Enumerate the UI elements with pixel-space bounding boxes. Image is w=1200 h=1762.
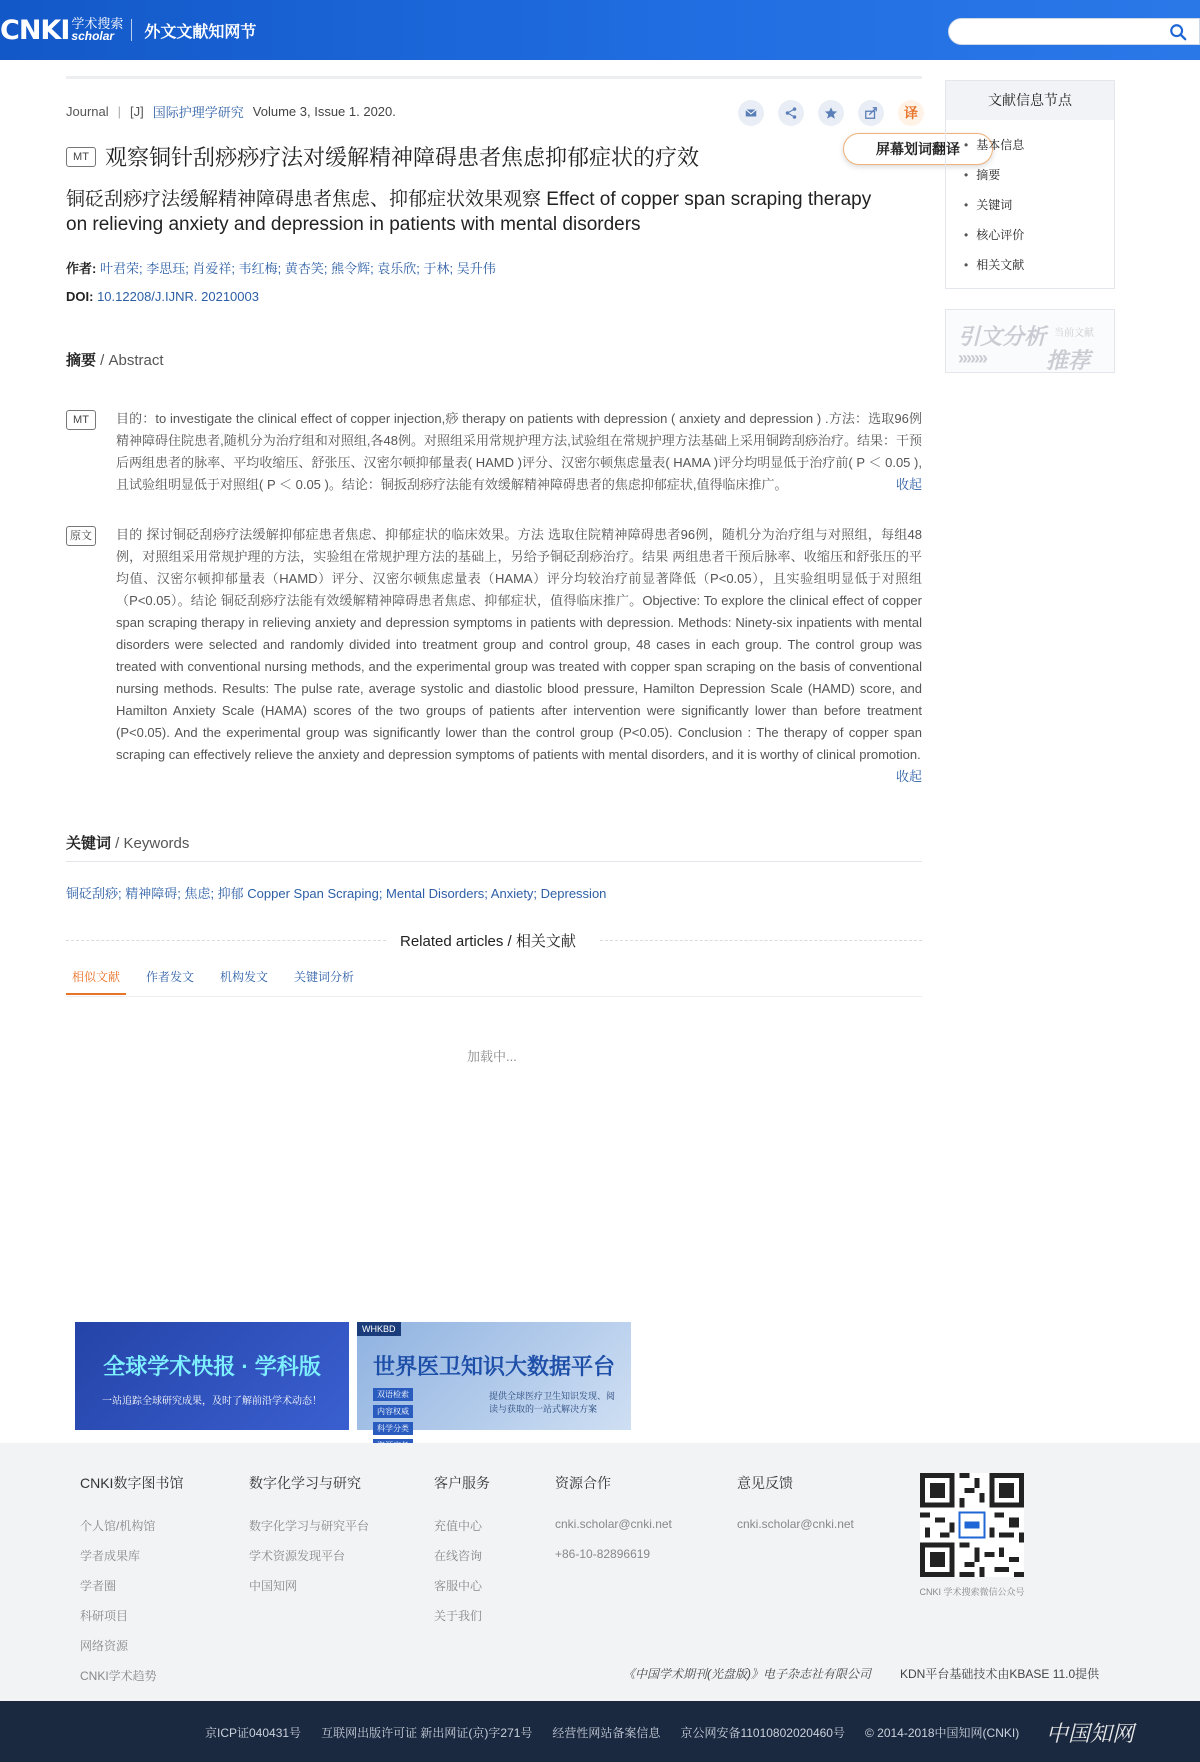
footer-link[interactable]: 学术资源发现平台 — [249, 1549, 346, 1563]
original-badge: 原文 — [66, 526, 96, 546]
legal-item[interactable]: 京公网安备11010802020460号 — [680, 1726, 845, 1740]
cnki-footer-logo: 中国知网 — [1046, 1722, 1135, 1747]
keywords-heading-cn: 关键词 — [66, 835, 112, 852]
footer-col-learning — [249, 1473, 369, 1607]
footer-link[interactable]: 学者成果库 — [80, 1549, 141, 1563]
collapse-link[interactable]: 收起 — [895, 769, 922, 784]
meta-separator: | — [117, 104, 122, 119]
footer-link[interactable]: CNKI学术趋势 — [80, 1669, 157, 1683]
footer-col-service — [434, 1473, 490, 1637]
chevrons-icon: ››››››› — [958, 348, 986, 368]
footer-link[interactable]: 个人馆/机构馆 — [80, 1519, 156, 1533]
cite-small: 当前文献 — [1054, 328, 1094, 339]
logo-main: CNKI — [0, 14, 70, 46]
cite-sub: 推荐 — [1046, 348, 1091, 373]
related-heading — [400, 930, 576, 951]
footer-col-title: 意见反馈 — [737, 1475, 793, 1491]
citation-analysis-card[interactable] — [945, 309, 1115, 373]
content-top-rule — [66, 76, 922, 79]
meta-journal-link[interactable]: 国际护理学研究 — [152, 105, 244, 120]
footer-link[interactable]: 充值中心 — [434, 1519, 483, 1533]
related-heading-en: Related articles — [400, 933, 504, 950]
legal-item[interactable]: 互联网出版许可证 新出网证(京)字271号 — [321, 1726, 533, 1740]
footer-col-title: CNKI数字图书馆 — [80, 1475, 184, 1491]
footer-publisher: 《中国学术期刊(光盘版)》电子杂志社有限公司 — [623, 1667, 871, 1681]
mt-badge: MT — [66, 147, 96, 167]
banner2-tag: WHKBD — [357, 1322, 401, 1336]
banner-medical-knowledge-platform[interactable] — [357, 1322, 631, 1433]
search-input[interactable] — [963, 23, 1163, 41]
translate-tooltip[interactable]: 屏幕划词翻译 — [843, 133, 993, 165]
logo-en: scholar — [71, 29, 115, 43]
legal-item[interactable]: 京ICP证040431号 — [205, 1726, 302, 1740]
legal-info — [205, 1724, 1019, 1741]
footer-col-cooperation — [555, 1473, 672, 1577]
meta-volume: Volume 3, Issue 1. 2020. — [252, 104, 396, 119]
abstract-heading-en: Abstract — [108, 352, 164, 369]
banner1-title: 全球学术快报 · 学科版 — [103, 1354, 321, 1379]
logo-sub — [71, 17, 123, 43]
footer-col-title: 客户服务 — [434, 1475, 490, 1491]
node-core-evaluation[interactable]: • 核心评价 — [964, 228, 1114, 258]
keywords-heading-en: Keywords — [123, 835, 190, 852]
banner2-title: 世界医卫知识大数据平台 — [372, 1354, 615, 1379]
node-basic-info[interactable]: • 基本信息 — [964, 138, 1114, 168]
footer-link[interactable]: cnki.scholar@cnki.net — [737, 1517, 854, 1531]
authors-list[interactable]: 叶君荣; 李思珏; 肖爱祥; 韦红梅; 黄杏笑; 熊令辉; 袁乐欣; 于林; 吴升伟 — [99, 261, 496, 276]
export-button[interactable] — [858, 100, 884, 126]
logo-divider — [131, 19, 132, 41]
translate-button[interactable]: 译 — [898, 100, 924, 126]
title-row — [66, 141, 846, 172]
abstract-mt-text — [116, 408, 922, 496]
site-name: 外文文献知网节 — [144, 23, 257, 41]
abstract-original-text — [116, 524, 922, 784]
search-box — [948, 18, 1200, 45]
favorite-button[interactable] — [818, 100, 844, 126]
article-meta — [66, 102, 396, 121]
related-heading-cn: 相关文献 — [515, 933, 576, 950]
article-toolbar — [738, 100, 924, 126]
footer-link[interactable]: 客服中心 — [434, 1579, 483, 1593]
node-keywords[interactable]: • 关键词 — [964, 198, 1114, 228]
abstract-mt-badge: MT — [66, 410, 96, 430]
cnki-scholar-logo[interactable] — [0, 16, 256, 44]
cite-main: 引文分析 — [958, 324, 1047, 349]
abstract-original-content: 目的 探讨铜砭刮痧疗法缓解抑郁症患者焦虑、抑郁症状的临床效果。方法 选取住院精神障碍患者96例，随机分为治疗组与对照组，每组48例，对照组采用常规护理的方法，实验组在常规护理方法的基础上，另给予铜砭刮痧治疗。结果 两组患者干预后脉率、收缩压和舒张压的平均值、汉密尔顿抑郁量表（HAMD）评分、汉密尔顿焦虑量表（HAMA）评分均较治疗前显著降低（P<0.05），且实验组明显低于对照组（P<0.05）。结论 铜砭刮痧疗法能有效缓解精神障碍患者焦虑、抑郁症状，值得临床推广。Objective: To explore the clinical effect of copper span scraping therapy in relieving anxiety and depression symptoms in patients with depression. Methods: Ninety-six inpatients with mental disorders were selected and randomly divided into treatment group and control group, 48 cases in each group. The control group was treated with conventional nursing methods, and the experimental group was treated with copper span scraping on the basis of conventional nursing methods. Results: The pulse rate, average systolic and diastolic blood pressure, Hamilton Depression Scale (HAMD) score, and Hamilton Anxiety Scale (HAMA) scores of the two groups of patients after intervention were significantly lower than before treatment (P<0.05). And the experimental group was significantly lower than the control group (P<0.05). Conclusion : The therapy of copper span scraping can effectively relieve the anxiety and depression symptoms of patients with mental disorders, and it is worthy of clinical promotion. — [116, 527, 922, 762]
info-nodes-list — [946, 120, 1114, 288]
qr-caption: CNKI 学术搜索微信公众号 — [919, 1587, 1025, 1597]
share-button[interactable] — [778, 100, 804, 126]
related-rule-right — [600, 940, 922, 941]
abstract-mt-block — [66, 408, 922, 496]
authors-line — [66, 258, 496, 277]
logo-cn: 学术搜索 — [71, 16, 124, 31]
banner2-chip: 双语检索 — [373, 1388, 413, 1401]
email-button[interactable] — [738, 100, 764, 126]
tab-institution[interactable]: 机构发文 — [220, 970, 269, 984]
mail-icon — [744, 106, 758, 120]
footer — [0, 1443, 1200, 1701]
share-icon — [784, 106, 798, 120]
star-icon — [824, 106, 838, 120]
tab-keyword-analysis[interactable]: 关键词分析 — [294, 970, 355, 984]
footer-link[interactable]: 网络资源 — [80, 1639, 129, 1653]
abstract-heading — [66, 349, 164, 370]
keywords-list[interactable]: 铜砭刮痧; 精神障碍; 焦虑; 抑郁 Copper Span Scraping; Mental Disorders; Anxiety; Depression — [66, 886, 607, 901]
footer-col-title: 数字化学习与研究 — [249, 1475, 361, 1491]
legal-item[interactable]: 经营性网站备案信息 — [552, 1726, 661, 1740]
authors-label: 作者: — [66, 261, 97, 276]
banner1-subtitle: 一站追踪全球研究成果，及时了解前沿学术动态！ — [102, 1396, 322, 1407]
keywords-heading — [66, 832, 189, 853]
footer-link[interactable]: 数字化学习与研究平台 — [249, 1519, 370, 1533]
related-tabs — [66, 966, 360, 995]
node-related[interactable]: • 相关文献 — [964, 258, 1114, 288]
tab-author[interactable]: 作者发文 — [146, 970, 195, 984]
wechat-qr-code — [920, 1473, 1024, 1577]
export-icon — [864, 106, 878, 120]
loading-text: 加载中... — [467, 1049, 517, 1064]
article-title-en: 铜砭刮痧疗法缓解精神障碍患者焦虑、抑郁症状效果观察 Effect of copper span scraping therapy on relieving anxiety and depression in patients with mental disorders — [66, 189, 872, 235]
footer-col-library — [80, 1473, 183, 1697]
footer-link[interactable]: 科研项目 — [80, 1609, 129, 1623]
doi-line — [66, 289, 259, 304]
abstract-heading-cn: 摘要 — [66, 352, 97, 369]
related-heading-sep: / — [503, 933, 516, 950]
footer-link[interactable]: +86-10-82896619 — [555, 1547, 651, 1561]
info-nodes-panel — [945, 80, 1115, 289]
bottom-bar — [0, 1701, 1200, 1762]
legal-item: © 2014-2018中国知网(CNKI) — [864, 1726, 1020, 1740]
keywords-heading-sep: / — [111, 835, 124, 852]
footer-link[interactable]: 学者圈 — [80, 1579, 117, 1593]
tabs-underline — [66, 996, 922, 997]
banner2-subtitle: 提供全球医疗卫生知识发现、阅读与获取的一站式解决方案 — [489, 1391, 616, 1414]
footer-link[interactable]: 中国知网 — [249, 1579, 298, 1593]
footer-link[interactable]: 在线咨询 — [434, 1549, 483, 1563]
abstract-mt-content: 目的：to investigate the clinical effect of copper injection,痧 therapy on patients with depression ( anxiety and depression ) .方法：选取96例精神障碍住院患者,随机分为治疗组和对照组,各48例。对照组采用常规护理方法,试验组在常规护理方法基础上采用铜跨刮痧治疗。结果：干预后两组患者的脉率、平均收缩压、舒张压、汉密尔顿抑郁量表( HAMD )评分、汉密尔顿焦虑量表( HAMA )评分均明显低于治疗前( P ＜ 0.05 ),且试验组明显低于对照组( P ＜ 0.05 )。结论：铜扳刮痧疗法能有效缓解精神障碍患者的焦虑抑郁症状,值得临床推广。 — [116, 411, 922, 492]
node-abstract[interactable]: • 摘要 — [964, 168, 1114, 198]
footer-col-feedback — [737, 1473, 854, 1547]
banner2-chip: 内容权威 — [373, 1405, 413, 1418]
collapse-link[interactable]: 收起 — [895, 477, 922, 492]
banner2-chip: 科学分类 — [373, 1422, 413, 1435]
footer-kdn: KDN平台基础技术由KBASE 11.0提供 — [900, 1667, 1100, 1681]
article-title-cn: 观察铜针刮痧痧疗法对缓解精神障碍患者焦虑抑郁症状的疗效 — [105, 145, 700, 170]
abstract-heading-sep: / — [96, 352, 109, 369]
banner-global-academic-express[interactable] — [75, 1322, 349, 1430]
footer-col-title: 资源合作 — [555, 1475, 611, 1491]
related-rule-left — [66, 940, 386, 941]
doi-label: DOI: — [66, 289, 94, 304]
abstract-original-block — [66, 524, 922, 788]
footer-link[interactable]: cnki.scholar@cnki.net — [555, 1517, 672, 1531]
search-icon[interactable] — [1169, 23, 1187, 41]
footer-link[interactable]: 关于我们 — [434, 1609, 483, 1623]
doi-link[interactable]: 10.12208/J.IJNR. 20210003 — [97, 289, 259, 304]
tab-similar[interactable]: 相似文献 — [66, 966, 126, 995]
keywords-divider — [66, 861, 922, 862]
meta-doc-type: [J] — [130, 104, 144, 119]
info-nodes-title: 文献信息节点 — [946, 81, 1114, 120]
top-bar — [0, 0, 1200, 60]
meta-type: Journal — [66, 104, 109, 119]
